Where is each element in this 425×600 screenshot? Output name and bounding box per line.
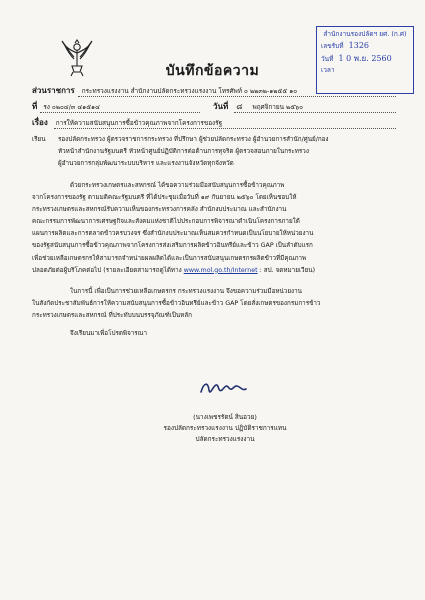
- stamp-recv-row: [317, 40, 413, 52]
- ref-text: รง ๐๒๐๔/๓ ๔๑๕๑๔: [43, 103, 100, 111]
- agency-text: กระทรวงแรงงาน สำนักงานปลัดกระทรวงแรงงาน โทรศัพท์ ๐ ๒๒๓๒-๑๒๕๕ ๑๐: [81, 87, 298, 95]
- para1-last-line: [32, 265, 315, 277]
- stamp-time-label: เวลา: [321, 66, 335, 75]
- agency-label: ส่วนราชการ: [32, 86, 75, 95]
- para1-line: จากโครงการของรัฐ ตามมติคณะรัฐมนตรี ที่ได้ประชุมเมื่อวันที่ ๑๙ กันยายน ๒๕๖๐ โดยเห็นชอบให้: [32, 194, 297, 202]
- date-day: ๘: [236, 102, 243, 111]
- para1-tail-after: : สป. จดหมายเวียน): [257, 266, 316, 274]
- para1-line: เพื่อช่วยเหลือเกษตรกรให้สามารถจำหน่ายผลผลิตได้และเป็นการสนับสนุนเกษตรกรผลิตข้าวที่มีคุณภาพ: [32, 254, 307, 262]
- para1-line: แผนการผลิตและการตลาดข้าวครบวงจร ซึ่งสำนักงบประมาณเห็นสมควรกำหนดเป็นนโยบายให้หน่วยงาน: [32, 230, 314, 238]
- recipients-block: [58, 134, 329, 170]
- date-text: พฤศจิกายน ๒๕๖๐: [252, 103, 303, 111]
- agency-underline: [78, 95, 396, 97]
- body-paragraph-2: [32, 286, 320, 322]
- signatory-name: (นางเพชรรัตน์ สินอวย): [193, 413, 257, 421]
- signature-scribble-icon: [198, 376, 248, 400]
- ref-underline: [40, 111, 200, 113]
- stamp-date-label: วันที่: [321, 54, 334, 63]
- stamp-recv-no: 1326: [348, 41, 369, 51]
- date-label: วันที่: [213, 102, 229, 111]
- para1-line: คณะกรรมการพัฒนาการเศรษฐกิจและสังคมแห่งชาติไปประกอบการพิจารณาดำเนินโครงการภายใต้: [32, 218, 300, 226]
- signatory-position-1: รองปลัดกระทรวงแรงงาน ปฏิบัติราชการแทน: [163, 424, 287, 432]
- stamp-org: สำนักงานรองปลัดฯ ยศ. (ก.ศ): [323, 30, 407, 38]
- signatory-position-2: ปลัดกระทรวงแรงงาน: [195, 435, 255, 443]
- para2-line: ในการนี้ เพื่อเป็นการช่วยเหลือเกษตรกร กระทรวงแรงงาน จึงขอความร่วมมือหน่วยงาน: [70, 288, 302, 295]
- intranet-link[interactable]: www.mol.go.th/Internet: [183, 266, 258, 274]
- recipient-line: ผู้อำนวยการกลุ่มพัฒนาระบบบริหาร และแรงงานจังหวัดทุกจังหวัด: [58, 160, 234, 168]
- recipients-label: เรียน: [32, 136, 46, 143]
- ref-label: ที่: [32, 102, 38, 111]
- para2-line: กระทรวงเกษตรและสหกรณ์ ที่ประทับบนบรรจุภัณฑ์เป็นหลัก: [32, 312, 192, 320]
- date-underline: [234, 111, 396, 113]
- para1-line: กระทรวงเกษตรและสหกรณ์รับความเห็นของกระทรวงการคลัง สำนักงบประมาณ และสำนักงาน: [32, 206, 287, 214]
- recipient-line: หัวหน้าสำนักงานรัฐมนตรี หัวหน้าศูนย์ปฏิบัติการต่อต้านการทุจริต ผู้ตรวจสอบภายในกระทรวง: [58, 148, 309, 156]
- para1-line: ของรัฐสนับสนุนการซื้อข้าวคุณภาพจากโครงการส่งเสริมการผลิตข้าวอินทรีย์และข้าว GAP เป็นลำดับแรก: [32, 242, 313, 250]
- body-paragraph-1: [32, 180, 315, 277]
- recipient-line: รองปลัดกระทรวง ผู้ตรวจราชการกระทรวง ที่ปรึกษา ผู้ช่วยปลัดกระทรวง ผู้อำนวยการสำนัก/ศูนย์/กอง: [58, 136, 329, 143]
- para2-line: ในสังกัดประชาสัมพันธ์การให้ความสนับสนุนการซื้อข้าวอินทรีย์และข้าว GAP โดยสั่งเกษตรของกรมการข้าว: [32, 300, 321, 308]
- stamp-date: 1 0 พ.ย. 2560: [338, 53, 392, 63]
- subject-underline: [54, 127, 396, 129]
- memo-title: บันทึกข้อความ: [165, 63, 260, 79]
- para1-tail-before: ปลอดภัยต่อผู้บริโภคต่อไป (รายละเอียดสามารถดูได้ทาง: [32, 266, 184, 274]
- subject-text: การให้ความสนับสนุนการซื้อข้าวคุณภาพจากโครงการของรัฐ: [55, 119, 223, 127]
- closing-line: จึงเรียนมาเพื่อโปรดพิจารณา: [70, 330, 148, 337]
- para1-line: ด้วยกระทรวงเกษตรและสหกรณ์ ได้ขอความร่วมมือสนับสนุนการซื้อข้าวคุณภาพ: [70, 182, 285, 189]
- signature-block: [150, 412, 300, 445]
- stamp-recv-label: เลขรับที่: [321, 42, 344, 51]
- subject-label: เรื่อง: [32, 118, 48, 127]
